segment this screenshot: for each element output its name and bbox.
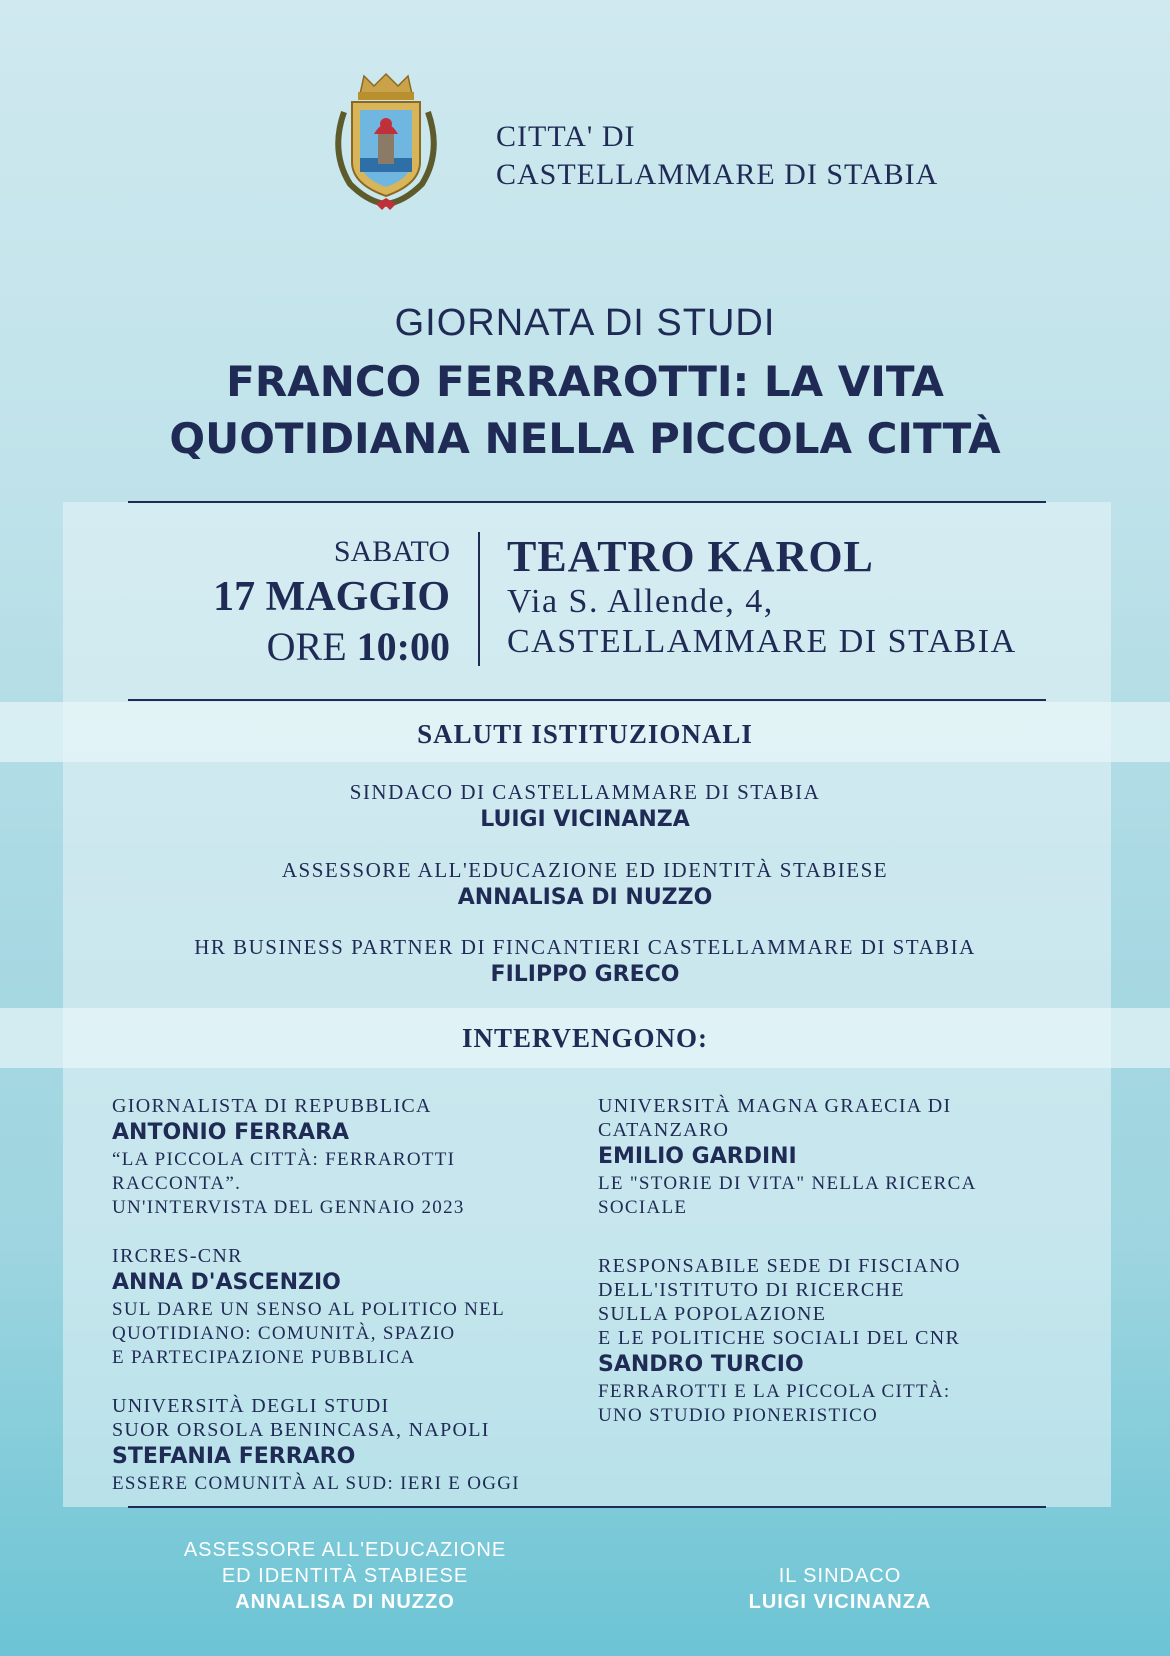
signature-name: ANNALISA DI NUZZO — [235, 1591, 455, 1613]
greeting-1 — [0, 779, 1170, 835]
speaker-affiliation: E LE POLITICHE SOCIALI DEL CNR — [598, 1327, 961, 1349]
title-line-2: QUOTIDIANA NELLA PICCOLA CITTÀ — [169, 414, 1001, 463]
signature-title: ED IDENTITÀ STABIESE — [221, 1565, 469, 1587]
speaker-entry — [112, 1394, 582, 1496]
title-line-1: FRANCO FERRAROTTI: LA VITA — [226, 357, 944, 406]
venue-name: TEATRO KAROL — [507, 532, 874, 581]
speaker-name: ANTONIO FERRARA — [112, 1120, 350, 1145]
event-title — [0, 353, 1170, 467]
time-prefix: ORE — [266, 624, 347, 669]
speakers-left-column — [112, 1094, 582, 1520]
greeting-role: HR BUSINESS PARTNER DI FINCANTIERI CASTELLAMMARE DI STABIA — [194, 935, 976, 959]
signature-sindaco — [690, 1563, 990, 1615]
signature-title: IL SINDACO — [778, 1565, 902, 1587]
greeting-name: FILIPPO GRECO — [490, 962, 680, 987]
event-date — [213, 532, 450, 672]
speaker-entry — [598, 1254, 1068, 1428]
divider-mid — [128, 699, 1046, 701]
signature-title: ASSESSORE ALL'EDUCAZIONE — [183, 1539, 507, 1561]
speaker-affiliation: UNIVERSITÀ MAGNA GRAECIA DI CATANZARO — [598, 1095, 952, 1141]
talk-title: UN'INTERVISTA DEL GENNAIO 2023 — [112, 1197, 465, 1218]
speaker-name: EMILIO GARDINI — [598, 1144, 797, 1169]
greeting-role: ASSESSORE ALL'EDUCAZIONE ED IDENTITÀ STABIESE — [281, 858, 889, 882]
signature-assessore — [160, 1537, 530, 1615]
speaker-affiliation: GIORNALISTA DI REPUBBLICA — [112, 1095, 432, 1117]
speaker-affiliation: RESPONSABILE SEDE DI FISCIANO — [598, 1255, 961, 1277]
talk-title: SUL DARE UN SENSO AL POLITICO NEL — [112, 1299, 505, 1320]
greetings-heading: SALUTI ISTITUZIONALI — [417, 719, 753, 749]
speaker-affiliation: DELL'ISTITUTO DI RICERCHE — [598, 1279, 905, 1301]
city-line-1: CITTA' DI — [496, 120, 636, 153]
greeting-role: SINDACO DI CASTELLAMMARE DI STABIA — [349, 780, 821, 804]
time-value: 10:00 — [356, 624, 450, 669]
event-date-value: 17 MAGGIO — [213, 574, 450, 620]
talk-title: FERRAROTTI E LA PICCOLA CITTÀ: — [598, 1381, 951, 1402]
city-line-2: CASTELLAMMARE DI STABIA — [496, 158, 939, 191]
divider-top — [128, 501, 1046, 503]
talk-title: QUOTIDIANO: COMUNITÀ, SPAZIO — [112, 1323, 456, 1344]
venue-address-line-2: CASTELLAMMARE DI STABIA — [507, 623, 1017, 660]
speaker-affiliation: SULLA POPOLAZIONE — [598, 1303, 827, 1325]
talk-title: UNO STUDIO PIONERISTICO — [598, 1405, 879, 1426]
speaker-affiliation: SUOR ORSOLA BENINCASA, NAPOLI — [112, 1419, 490, 1441]
greeting-name: ANNALISA DI NUZZO — [457, 885, 713, 910]
event-day: SABATO — [333, 535, 450, 568]
venue-address-line-1: Via S. Allende, 4, — [507, 583, 774, 620]
signature-name: LUIGI VICINANZA — [748, 1591, 932, 1613]
date-venue-separator — [478, 532, 480, 666]
speakers-heading: INTERVENGONO: — [461, 1023, 709, 1053]
speaker-name: STEFANIA FERRARO — [112, 1444, 356, 1469]
talk-title: E PARTECIPAZIONE PUBBLICA — [112, 1347, 416, 1368]
event-time — [213, 622, 450, 672]
city-name — [496, 118, 938, 194]
talk-title: “LA PICCOLA CITTÀ: FERRAROTTI RACCONTA”. — [112, 1149, 456, 1194]
speaker-affiliation: UNIVERSITÀ DEGLI STUDI — [112, 1395, 390, 1417]
event-subtitle: GIORNATA DI STUDI — [394, 302, 776, 344]
event-venue — [507, 532, 1017, 662]
speaker-affiliation: IRCRES-CNR — [112, 1245, 243, 1267]
speaker-name: SANDRO TURCIO — [598, 1352, 804, 1377]
speaker-entry — [598, 1094, 1068, 1220]
speaker-entry — [112, 1094, 582, 1220]
speaker-entry — [112, 1244, 582, 1370]
divider-bottom — [128, 1506, 1046, 1508]
talk-title: LE "STORIE DI VITA" NELLA RICERCA SOCIALE — [598, 1173, 976, 1218]
greeting-3 — [0, 934, 1170, 990]
talk-title: ESSERE COMUNITÀ AL SUD: IERI E OGGI — [112, 1473, 520, 1494]
speakers-right-column — [598, 1094, 1068, 1452]
greeting-2 — [0, 857, 1170, 913]
speaker-name: ANNA D'ASCENZIO — [112, 1270, 341, 1295]
greeting-name: LUIGI VICINANZA — [480, 807, 690, 832]
city-crest-icon — [330, 72, 442, 212]
